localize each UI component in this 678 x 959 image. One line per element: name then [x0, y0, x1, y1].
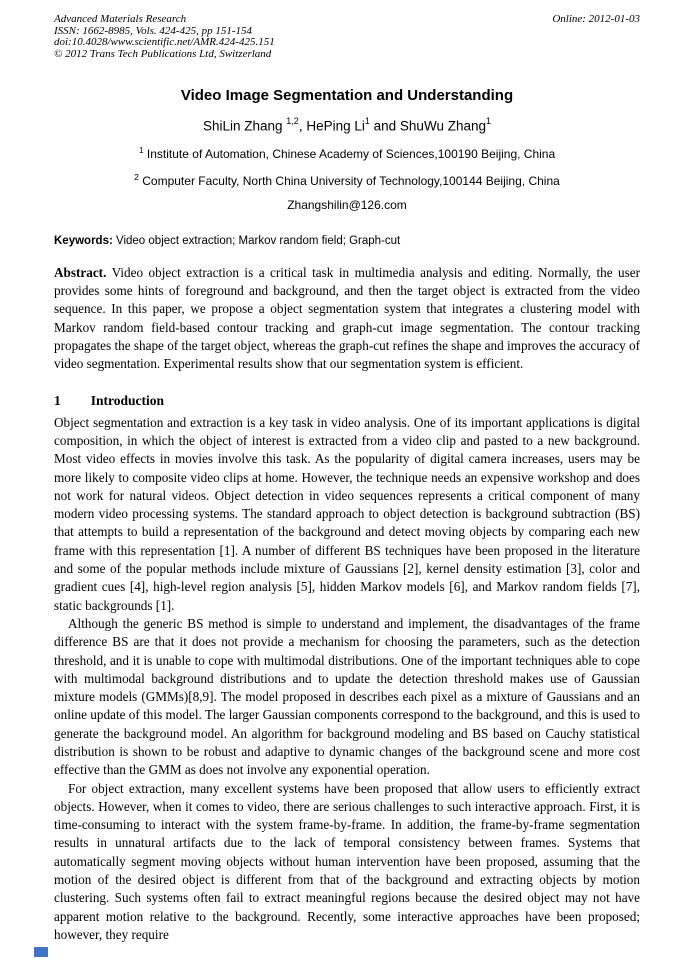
journal-copyright-line: © 2012 Trans Tech Publications Ltd, Switzerland: [54, 47, 272, 60]
section-number: 1: [54, 392, 61, 408]
journal-header: [54, 14, 640, 60]
body-paragraph: For object extraction, many excellent systems have been proposed that allow users to efficiently extract objects. However, when it comes to video, there are serious challenges to such interactive approach. First, it is time-consuming to interact with the system frame-by-frame. In addition, the frame-by-frame segmentation results in unnatural artifacts due to the lack of temporal consistency between frames. Systems that automatically segment moving objects without human intervention have been proposed, assuming that the motion of the desired object is different from that of the background and extracting objects by motion clustering. Such systems often fail to extract meaningful regions because the desired object may not have apparent motion relative to the background. Recently, some interactive approaches have been proposed; however, they require: [54, 780, 640, 942]
affiliation-text: Institute of Automation, Chinese Academy of Sciences,100190 Beijing, China: [146, 146, 556, 161]
paper-title: Video Image Segmentation and Understanding: [180, 87, 514, 105]
author-affiliation-marker: 1,2: [286, 116, 299, 127]
contact-email: Zhangshilin@126.com: [287, 197, 407, 212]
abstract-text: Video object extraction is a critical task in multimedia analysis and editing. Normally, the user provides some hints of foreground and background, and then the target object is extracted from the video sequence. In this paper, we propose a object segmentation system that integrates a clustering model with Markov random field-based contour tracking and graph-cut image segmentation. The contour tracking propagates the shape of the target object, whereas the graph-cut refines the shape and improves the accuracy of video segmentation. Experimental results show that our segmentation system is efficient.: [54, 264, 641, 372]
journal-doi-line: doi:10.4028/www.scientific.net/AMR.424-425.151: [54, 36, 275, 49]
abstract: [54, 264, 640, 374]
affiliation-marker: 1: [138, 144, 144, 155]
keywords-text: Video object extraction; Markov random field; Graph-cut: [116, 234, 401, 247]
section-heading-introduction: [54, 393, 640, 409]
affiliation-line: [54, 172, 640, 188]
author-name: ShuWu Zhang: [399, 118, 486, 134]
keywords-label: Keywords:: [54, 234, 113, 247]
affiliation-text: Computer Faculty, North China University of Technology,100144 Beijing, China: [142, 173, 560, 188]
affiliation-line: [54, 145, 640, 161]
body-paragraph: Object segmentation and extraction is a key task in video analysis. One of its important applications is digital composition, in which the object of interest is extracted from a video clip and pasted to a new background. Most video effects in movies involve this task. As the popularity of digital camera increases, users may be more likely to composite video clips at home. However, the technique needs an expensive workshop and does not work for natural videos. Object detection in video sequences represents a critical component of many modern video processing systems. The standard approach to object detection is background subtraction (BS) that attempts to build a representation of the background and detect moving objects by comparing each new frame with this representation [1]. A number of different BS techniques have been proposed in the literature and some of the popular methods include mixture of Gaussians [2], kernel density estimation [3], color and gradient cues [4], high-level region analysis [5], hidden Markov models [6], and Markov random fields [7], static backgrounds [1].: [54, 414, 640, 613]
journal-issn-line: ISSN: 1662-8985, Vols. 424-425, pp 151-154: [54, 24, 252, 37]
affiliation-marker: 2: [134, 171, 139, 182]
author-line: [54, 117, 640, 134]
author-separator: ,: [298, 118, 307, 134]
author-separator: and: [369, 118, 400, 134]
abstract-label: Abstract.: [54, 264, 107, 280]
author-name: HePing Li: [306, 118, 365, 134]
journal-header-left: [54, 14, 275, 60]
author-affiliation-marker: 1: [364, 116, 370, 127]
journal-name: Advanced Materials Research: [54, 13, 187, 25]
doi-link-marker[interactable]: [34, 947, 48, 957]
body-paragraph: Although the generic BS method is simple to understand and implement, the disadvantages of the frame difference BS are that it does not provide a mechanism for choosing the parameters, such as the detection threshold, and it is unable to cope with multimodal distributions. One of the important techniques able to cope with multimodal background distributions and to update the detection threshold makes use of Gaussian mixture models (GMMs)[8,9]. The model proposed in describes each pixel as a mixture of Gaussians and an online update of this model. The larger Gaussian components correspond to the background, and this is used to generate the background model. An algorithm for background modeling and BS based on Cauchy statistical distribution is shown to be robust and adaptive to dynamic changes of the background scene and more cost effective than the GMM as does not involve any exponential operation.: [54, 615, 640, 778]
author-name: ShiLin Zhang: [202, 118, 287, 134]
section-title: Introduction: [90, 392, 165, 408]
online-date: Online: 2012-01-03: [552, 13, 640, 25]
author-affiliation-marker: 1: [485, 116, 491, 127]
keywords-line: [54, 235, 640, 247]
